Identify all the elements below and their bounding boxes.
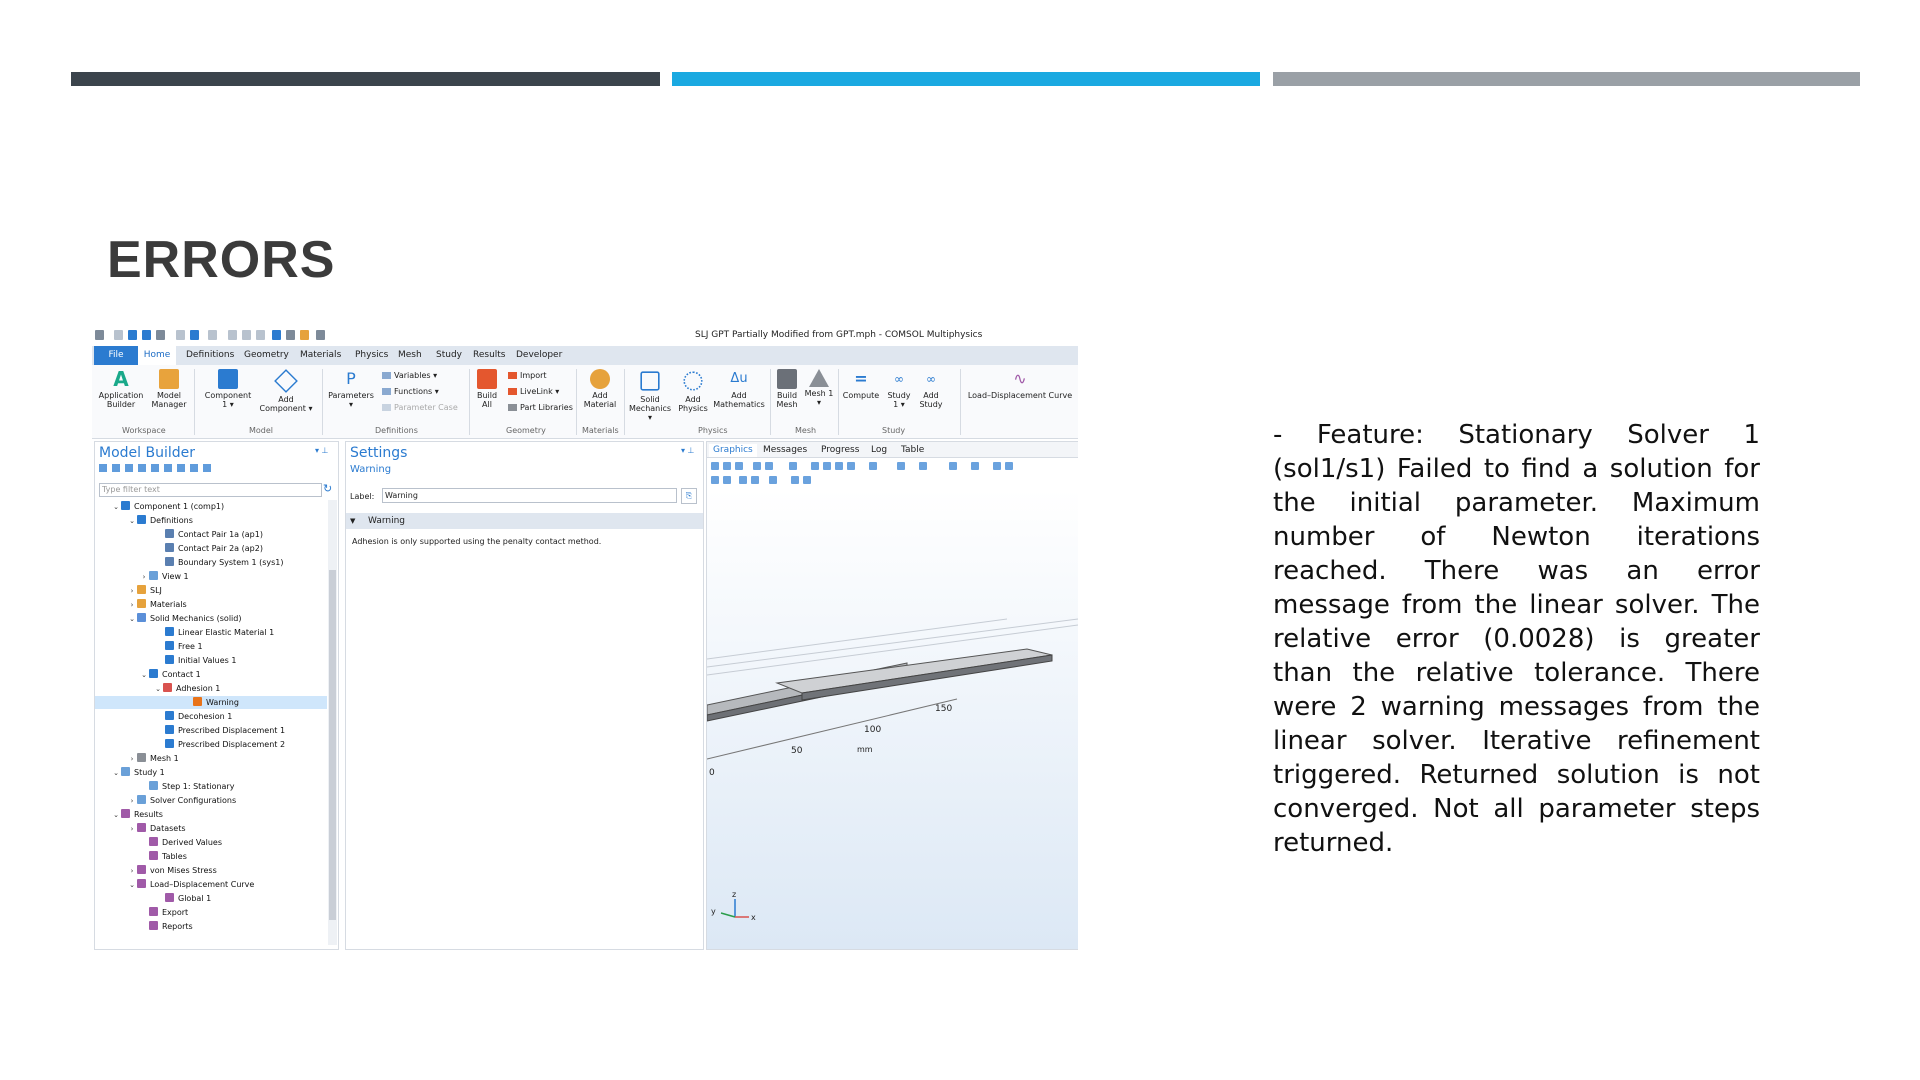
tree-item-label: Reports xyxy=(162,922,193,931)
tree-node-icon xyxy=(121,501,130,510)
tab-definitions[interactable]: Definitions xyxy=(186,350,235,360)
group-model: Model xyxy=(249,426,274,435)
print-icon[interactable] xyxy=(803,476,811,484)
duplicate-icon[interactable] xyxy=(256,330,265,340)
tree-item-label: Boundary System 1 (sys1) xyxy=(178,558,284,567)
add-material-icon xyxy=(590,369,610,389)
hide-icon[interactable] xyxy=(751,476,759,484)
zoom-out-icon[interactable] xyxy=(723,462,731,470)
axis-icon[interactable] xyxy=(823,462,831,470)
application-builder-icon: A xyxy=(113,367,129,391)
new-file-icon[interactable] xyxy=(114,330,123,340)
tree-node-icon xyxy=(121,767,130,776)
tree-item[interactable] xyxy=(95,556,327,569)
tree-node-icon xyxy=(165,543,174,552)
label-input[interactable]: Warning xyxy=(382,488,677,503)
tree-item[interactable] xyxy=(95,738,327,751)
file-menu[interactable]: File xyxy=(94,346,138,365)
tree-item[interactable] xyxy=(95,850,327,863)
tree-node-icon xyxy=(163,683,172,692)
tree-item-label: Results xyxy=(134,810,163,819)
tree-item-label: Adhesion 1 xyxy=(176,684,221,693)
tree-item[interactable] xyxy=(95,528,327,541)
delete-icon[interactable] xyxy=(272,330,281,340)
tab-home[interactable]: Home xyxy=(138,346,176,365)
tab-physics[interactable]: Physics xyxy=(355,350,389,360)
tree-item[interactable] xyxy=(95,878,327,891)
build-all-button[interactable]: Build All xyxy=(472,369,502,409)
tree-node-icon xyxy=(165,711,174,720)
arrow-up-icon[interactable] xyxy=(125,464,133,472)
tree-item-label: Datasets xyxy=(150,824,186,833)
axis-x-label: x xyxy=(751,913,756,922)
add-study-button[interactable]: ∞ Add Study xyxy=(916,369,946,409)
tree-item-label: Contact Pair 1a (ap1) xyxy=(178,530,263,539)
tree-node-icon xyxy=(165,655,174,664)
tree-item[interactable] xyxy=(95,724,327,737)
warning-section-header[interactable]: ▼ Warning xyxy=(346,513,703,529)
livelink-icon xyxy=(508,388,517,395)
tab-geometry[interactable]: Geometry xyxy=(244,350,289,360)
tree-item[interactable] xyxy=(95,514,327,527)
tree-item-label: Tables xyxy=(162,852,187,861)
graphics-panel xyxy=(706,441,1078,950)
deselect-icon[interactable] xyxy=(739,476,747,484)
tick-label-150: 150 xyxy=(935,704,953,714)
parameter-case-icon xyxy=(382,404,391,411)
tree-node-icon xyxy=(137,585,146,594)
graphics-toolbar xyxy=(709,460,1075,488)
tree-node-icon xyxy=(137,879,146,888)
study-1-button[interactable]: ∞ Study 1 ▾ xyxy=(884,369,914,409)
views-icon[interactable] xyxy=(811,462,819,470)
render-icon[interactable] xyxy=(949,462,957,470)
refresh-icon[interactable]: ↻ xyxy=(323,482,333,495)
part-libraries-button[interactable]: Part Libraries xyxy=(508,403,573,412)
tree-item[interactable] xyxy=(95,640,327,653)
reset-icon[interactable] xyxy=(769,476,777,484)
compute-icon: = xyxy=(854,369,868,388)
expand-chevron-icon[interactable]: › xyxy=(130,601,134,609)
camera-icon[interactable] xyxy=(993,462,1001,470)
model-tree xyxy=(95,500,327,945)
study-icon: ∞ xyxy=(894,372,904,386)
accent-bar-dark xyxy=(71,72,660,86)
tree-item[interactable] xyxy=(95,542,327,555)
expand-chevron-icon[interactable]: › xyxy=(130,755,134,763)
add-physics-icon xyxy=(683,371,702,390)
tree-node-icon xyxy=(137,795,146,804)
tree-node-icon xyxy=(137,515,146,524)
tree-item[interactable] xyxy=(95,682,327,695)
ribbon-separator xyxy=(322,369,323,435)
tree-node-icon xyxy=(149,921,158,930)
tree-scrollbar[interactable] xyxy=(328,500,337,945)
tree-node-icon xyxy=(149,669,158,678)
tree-item[interactable] xyxy=(95,612,327,625)
add-component-icon xyxy=(274,369,298,393)
settings-panel xyxy=(345,441,704,950)
component-icon xyxy=(218,369,238,389)
tree-item-label: Linear Elastic Material 1 xyxy=(178,628,275,637)
tree-item-label: von Mises Stress xyxy=(150,866,217,875)
axis-z-label: z xyxy=(732,890,737,899)
add-physics-button[interactable]: Add Physics xyxy=(676,369,710,413)
expand-icon[interactable] xyxy=(164,464,172,472)
label-caption: Label: xyxy=(350,492,375,501)
expand-chevron-icon[interactable]: › xyxy=(130,867,134,875)
tree-item-label: Warning xyxy=(206,698,239,707)
select-icon[interactable] xyxy=(789,462,797,470)
tree-node-icon xyxy=(137,823,146,832)
add-mathematics-button[interactable]: Δu Add Mathematics xyxy=(713,371,765,409)
parameter-case-button[interactable]: Parameter Case xyxy=(382,403,458,412)
model-builder-panel xyxy=(94,441,339,950)
zoom-extents-icon[interactable] xyxy=(753,462,761,470)
upper-adherend xyxy=(777,649,1052,693)
tree-item-label: Study 1 xyxy=(134,768,165,777)
tree-item[interactable] xyxy=(95,584,327,597)
tree-item-label: Contact 1 xyxy=(162,670,201,679)
add-component-button[interactable]: Add Component ▾ xyxy=(256,369,316,413)
expand-chevron-icon[interactable]: ⌄ xyxy=(113,769,119,777)
tree-node-icon xyxy=(137,613,146,622)
component-button[interactable]: Component 1 ▾ xyxy=(202,369,254,409)
expand-chevron-icon[interactable]: › xyxy=(130,797,134,805)
undo-icon[interactable] xyxy=(190,330,199,340)
select-all-icon[interactable] xyxy=(723,476,731,484)
expand-chevron-icon[interactable]: ⌄ xyxy=(129,881,135,889)
expand-chevron-icon[interactable]: ⌄ xyxy=(113,811,119,819)
tab-graphics[interactable]: Graphics xyxy=(709,444,757,457)
error-description: - Feature: Stationary Solver 1 (sol1/s1) Failed to find a solution for the initial parameter. Maximum number of Newton iterations reached. There was an error message from the linear solver. The relative error (0.0028) is greater than the relative tolerance. There were 2 warning messages from the linear solver. Iterative refinement triggered. Returned solution is not converged. Not all parameter steps returned. xyxy=(1273,420,1760,858)
tree-node-icon xyxy=(137,753,146,762)
ribbon-separator xyxy=(576,369,577,435)
group-physics: Physics xyxy=(698,426,728,435)
tree-item[interactable] xyxy=(95,710,327,723)
grid-icon[interactable] xyxy=(835,462,843,470)
livelink-button[interactable]: LiveLink ▾ xyxy=(508,387,559,396)
rotate-icon[interactable] xyxy=(869,462,877,470)
graphics-tabs xyxy=(707,442,1078,458)
group-workspace: Workspace xyxy=(122,426,166,435)
window-title: SLJ GPT Partially Modified from GPT.mph - COMSOL Multiphysics xyxy=(695,330,983,340)
ribbon-tabs xyxy=(92,346,1078,365)
ribbon xyxy=(92,365,1078,439)
image-export-icon[interactable] xyxy=(1005,462,1013,470)
mesh-1-button[interactable]: Mesh 1 ▾ xyxy=(804,369,834,407)
tree-node-icon xyxy=(165,739,174,748)
tab-table[interactable]: Table xyxy=(901,445,925,455)
accent-bar-gray xyxy=(1273,72,1860,86)
tree-item-label: Prescribed Displacement 1 xyxy=(178,726,286,735)
panel-menu-icon[interactable]: ▾ ⊥ xyxy=(315,446,329,455)
save-icon[interactable] xyxy=(142,330,151,340)
tree-item[interactable] xyxy=(95,598,327,611)
tree-item-label: Mesh 1 xyxy=(150,754,179,763)
graphics-canvas[interactable] xyxy=(707,489,1078,949)
parameters-icon: P xyxy=(346,369,356,388)
tree-item[interactable] xyxy=(95,696,327,709)
unit-label: mm xyxy=(857,745,873,754)
build-icon[interactable] xyxy=(300,330,309,340)
tree-node-icon xyxy=(165,641,174,650)
tree-item[interactable] xyxy=(95,864,327,877)
tree-item-label: Solid Mechanics (solid) xyxy=(150,614,242,623)
tree-item[interactable] xyxy=(95,794,327,807)
model-builder-title: Model Builder xyxy=(99,445,195,461)
expand-chevron-icon[interactable]: › xyxy=(130,587,134,595)
model-builder-toolbar xyxy=(99,464,216,474)
part-libraries-icon xyxy=(508,404,517,411)
tree-item[interactable] xyxy=(95,668,327,681)
tab-study[interactable]: Study xyxy=(436,350,462,360)
solid-mechanics-icon xyxy=(640,371,659,390)
tree-node-icon xyxy=(121,809,130,818)
slide-title: ERRORS xyxy=(107,231,336,289)
tab-log[interactable]: Log xyxy=(871,445,888,455)
expand-chevron-icon[interactable]: ⌄ xyxy=(129,615,135,623)
tree-node-icon xyxy=(165,627,174,636)
tree-item[interactable] xyxy=(95,920,327,933)
model-manager-icon xyxy=(159,369,179,389)
expand-chevron-icon[interactable]: ⌄ xyxy=(155,685,161,693)
axis-y-label: y xyxy=(711,907,716,916)
group-definitions: Definitions xyxy=(375,426,418,435)
warning-message: Adhesion is only supported using the penalty contact method. xyxy=(352,537,602,546)
sort-icon[interactable] xyxy=(177,464,185,472)
tree-item[interactable] xyxy=(95,500,327,513)
select-box-icon[interactable] xyxy=(711,476,719,484)
tree-item-label: Decohesion 1 xyxy=(178,712,233,721)
compute-button[interactable]: = Compute xyxy=(842,369,880,400)
tree-item-label: Step 1: Stationary xyxy=(162,782,235,791)
tree-node-icon xyxy=(165,893,174,902)
zoom-box-icon[interactable] xyxy=(735,462,743,470)
functions-icon xyxy=(382,388,391,395)
tree-item-label: Component 1 (comp1) xyxy=(134,502,225,511)
tree-node-icon xyxy=(165,557,174,566)
tree-item-label: SLJ xyxy=(150,586,162,595)
lights-icon[interactable] xyxy=(897,462,905,470)
redo-icon[interactable] xyxy=(208,330,217,340)
tree-item[interactable] xyxy=(95,808,327,821)
model-manager-button[interactable]: Model Manager xyxy=(148,369,190,409)
import-icon xyxy=(508,372,517,379)
tree-item[interactable] xyxy=(95,570,327,583)
expand-chevron-icon[interactable]: › xyxy=(130,825,134,833)
open-folder-icon[interactable] xyxy=(128,330,137,340)
tree-item-label: Solver Configurations xyxy=(150,796,237,805)
load-displacement-icon: ∿ xyxy=(1013,369,1027,388)
paste-icon[interactable] xyxy=(242,330,251,340)
ribbon-separator xyxy=(770,369,771,435)
tick-label-0: 0 xyxy=(709,768,715,778)
copy-icon[interactable] xyxy=(228,330,237,340)
build-mesh-icon xyxy=(777,369,797,389)
tick-label-50: 50 xyxy=(791,746,803,756)
tab-developer[interactable]: Developer xyxy=(516,350,563,360)
ribbon-separator xyxy=(838,369,839,435)
add-study-icon: ∞ xyxy=(926,372,936,386)
add-material-button[interactable]: Add Material xyxy=(580,369,620,409)
play-icon[interactable] xyxy=(176,330,185,340)
tree-item-label: Materials xyxy=(150,600,187,609)
windows-icon[interactable] xyxy=(316,330,325,340)
functions-button[interactable]: Functions ▾ xyxy=(382,387,439,396)
view-icon[interactable] xyxy=(190,464,198,472)
group-mesh: Mesh xyxy=(795,426,817,435)
tree-item-label: Load–Displacement Curve xyxy=(150,880,255,889)
import-button[interactable]: Import xyxy=(508,371,547,380)
arrow-right-icon[interactable] xyxy=(112,464,120,472)
scene-light-icon[interactable] xyxy=(971,462,979,470)
parameters-button[interactable]: P Parameters ▾ xyxy=(328,369,374,409)
add-mathematics-icon: Δu xyxy=(730,371,748,386)
tree-item-label: Initial Values 1 xyxy=(178,656,237,665)
tree-item-label: Derived Values xyxy=(162,838,223,847)
accent-bar-blue xyxy=(672,72,1260,86)
expand-chevron-icon[interactable]: ⌄ xyxy=(113,503,119,511)
tab-messages[interactable]: Messages xyxy=(763,445,808,455)
tree-item-label: Global 1 xyxy=(178,894,212,903)
arrow-down-icon[interactable] xyxy=(138,464,146,472)
edit-label-icon[interactable]: ⎘ xyxy=(681,488,697,504)
tree-item[interactable] xyxy=(95,892,327,905)
tree-item[interactable] xyxy=(95,906,327,919)
expand-chevron-icon[interactable]: › xyxy=(142,573,146,581)
chevron-down-icon: ▼ xyxy=(350,517,356,525)
tree-item-label: Prescribed Displacement 2 xyxy=(178,740,286,749)
tree-item-label: Free 1 xyxy=(178,642,203,651)
tab-results[interactable]: Results xyxy=(473,350,506,360)
zoom-in-icon[interactable] xyxy=(711,462,719,470)
arrow-left-icon[interactable] xyxy=(99,464,107,472)
mesh-triangle-icon xyxy=(809,369,829,387)
ribbon-separator xyxy=(624,369,625,435)
tick-label-100: 100 xyxy=(864,725,882,735)
filter-icon[interactable] xyxy=(203,464,211,472)
tree-item-label: View 1 xyxy=(162,572,189,581)
scrollbar-thumb[interactable] xyxy=(329,570,336,920)
screenshot-icon[interactable] xyxy=(791,476,799,484)
expand-chevron-icon[interactable]: ⌄ xyxy=(129,517,135,525)
axis-triad xyxy=(711,890,756,922)
tab-mesh[interactable]: Mesh xyxy=(398,350,422,360)
variables-icon xyxy=(382,372,391,379)
tree-node-icon xyxy=(165,725,174,734)
tree-item[interactable] xyxy=(95,822,327,835)
solid-mechanics-button[interactable]: Solid Mechanics ▾ xyxy=(626,369,674,422)
tree-item[interactable] xyxy=(95,654,327,667)
tree-item[interactable] xyxy=(95,766,327,779)
ribbon-separator xyxy=(960,369,961,435)
tree-node-icon xyxy=(137,865,146,874)
tree-node-icon xyxy=(137,599,146,608)
orient-icon[interactable] xyxy=(847,462,855,470)
tree-node-icon xyxy=(149,907,158,916)
quick-access-toolbar xyxy=(92,326,1078,346)
clear-icon[interactable] xyxy=(286,330,295,340)
settings-subtitle: Warning xyxy=(350,464,392,475)
tab-progress[interactable]: Progress xyxy=(821,445,860,455)
group-geometry: Geometry xyxy=(506,426,546,435)
transparency-icon[interactable] xyxy=(765,462,773,470)
expand-chevron-icon[interactable]: ⌄ xyxy=(141,671,147,679)
comsol-screenshot xyxy=(92,326,1078,953)
tree-node-icon xyxy=(149,781,158,790)
tree-item[interactable] xyxy=(95,752,327,765)
collapse-icon[interactable] xyxy=(151,464,159,472)
tree-node-icon xyxy=(165,529,174,538)
build-all-icon xyxy=(477,369,497,389)
settings-title: Settings xyxy=(350,445,408,461)
variables-button[interactable]: Variables ▾ xyxy=(382,371,437,380)
build-mesh-button[interactable]: Build Mesh xyxy=(772,369,802,409)
ribbon-separator xyxy=(194,369,195,435)
geometry-view xyxy=(707,489,1078,949)
tree-item[interactable] xyxy=(95,626,327,639)
group-materials: Materials xyxy=(582,426,619,435)
app-icon xyxy=(95,330,104,340)
tree-node-icon xyxy=(149,571,158,580)
group-study: Study xyxy=(882,426,906,435)
wireframe-icon[interactable] xyxy=(919,462,927,470)
ribbon-separator xyxy=(469,369,470,435)
load-displacement-button[interactable]: ∿ Load–Displacement Curve xyxy=(967,369,1073,400)
tree-node-icon xyxy=(149,851,158,860)
tree-item-label: Export xyxy=(162,908,189,917)
tree-item[interactable] xyxy=(95,780,327,793)
save-as-icon[interactable] xyxy=(156,330,165,340)
application-builder-button[interactable]: A Application Builder xyxy=(98,367,144,409)
tree-item[interactable] xyxy=(95,836,327,849)
tree-node-icon xyxy=(193,697,202,706)
tab-materials[interactable]: Materials xyxy=(300,350,342,360)
tree-filter-input[interactable]: Type filter text xyxy=(99,483,322,497)
tree-item-label: Definitions xyxy=(150,516,193,525)
panel-menu-icon[interactable]: ▾ ⊥ xyxy=(681,446,695,455)
tree-item-label: Contact Pair 2a (ap2) xyxy=(178,544,263,553)
tree-node-icon xyxy=(149,837,158,846)
